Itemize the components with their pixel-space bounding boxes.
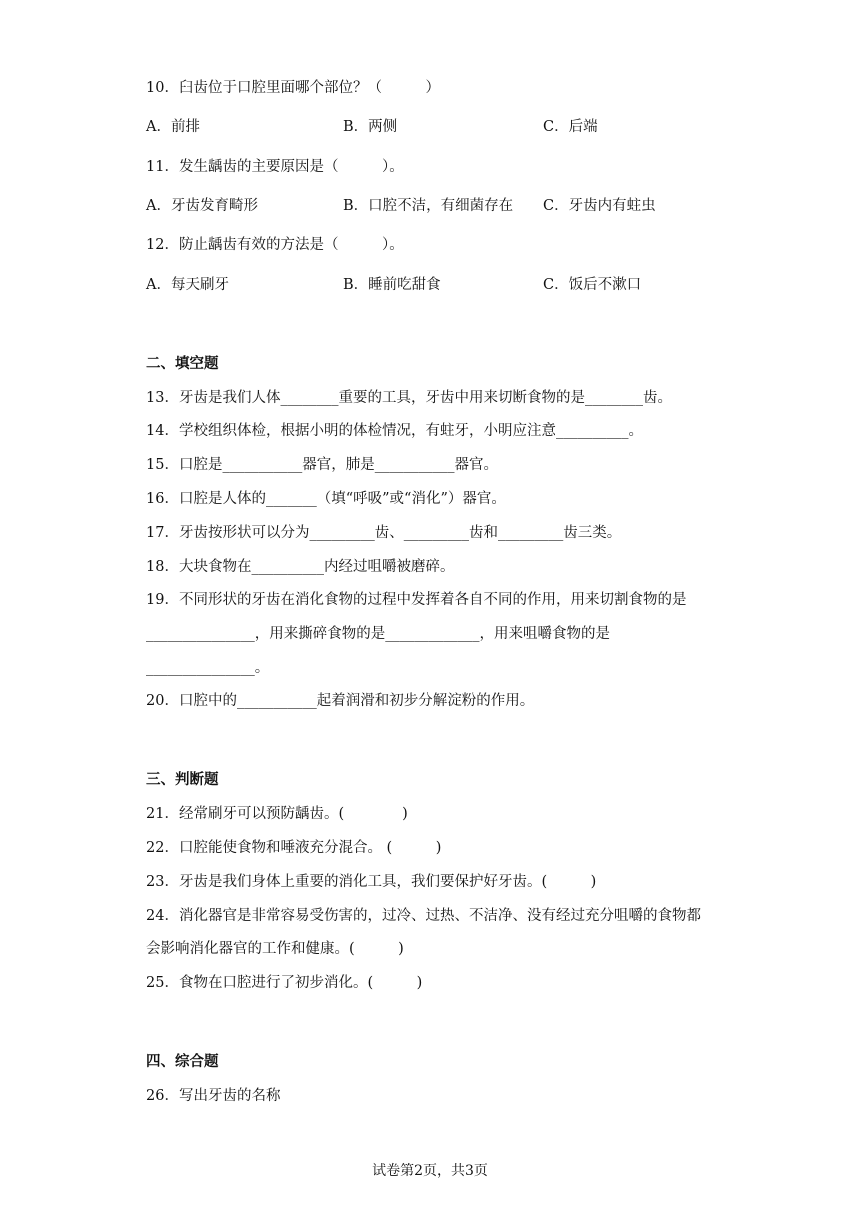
question-18: 18．大块食物在__________内经过咀嚼被磨碎。 [146,559,455,575]
question-22: 22．口腔能使食物和唾液充分混合。 ( ) [146,840,442,856]
question-17: 17．牙齿按形状可以分为_________齿、_________齿和_________齿三类。 [146,525,622,541]
question-26: 26．写出牙齿的名称 [146,1088,281,1104]
section-2-title: 二、填空题 [146,355,219,372]
q10-option-b: B．两侧 [343,119,398,135]
question-23: 23．牙齿是我们身体上重要的消化工具，我们要保护好牙齿。( ) [146,874,597,890]
question-24-line-2: 会影响消化器官的工作和健康。( ) [146,941,404,957]
question-20: 20．口腔中的___________起着润滑和初步分解淀粉的作用。 [146,693,535,709]
q10-option-a: A．前排 [146,119,200,135]
question-19-line-2: _______________，用来撕碎食物的是_____________，用来咀嚼食物的是 [146,626,610,642]
question-14: 14．学校组织体检，根据小明的体检情况，有蛀牙，小明应注意__________。 [146,423,643,439]
question-12: 12．防止龋齿有效的方法是（ ）。 [146,237,404,253]
question-13: 13．牙齿是我们人体________重要的工具，牙齿中用来切断食物的是________齿。 [146,390,672,406]
question-24-line-1: 24．消化器官是非常容易受伤害的，过冷、过热、不洁净、没有经过充分咀嚼的食物都 [146,908,701,924]
question-21: 21．经常刷牙可以预防龋齿。( ) [146,806,408,822]
question-11: 11．发生龋齿的主要原因是（ ）。 [146,159,404,175]
question-19-line-3: _______________。 [146,660,270,676]
question-19-line-1: 19．不同形状的牙齿在消化食物的过程中发挥着各自不同的作用，用来切割食物的是 [146,592,687,608]
question-25: 25．食物在口腔进行了初步消化。( ) [146,975,423,991]
section-3-title: 三、判断题 [146,771,219,788]
question-16: 16．口腔是人体的_______（填“呼吸”或“消化”）器官。 [146,491,506,507]
q12-option-b: B．睡前吃甜食 [343,277,441,293]
q12-option-c: C．饭后不漱口 [543,277,642,293]
q11-option-b: B．口腔不洁，有细菌存在 [343,198,514,214]
question-15: 15．口腔是___________器官，肺是___________器官。 [146,457,498,473]
q11-option-c: C．牙齿内有蛀虫 [543,198,656,214]
q10-option-c: C．后端 [543,119,598,135]
section-4-title: 四、综合题 [146,1053,219,1070]
page-footer: 试卷第2页，共3页 [372,1163,488,1179]
q12-option-a: A．每天刷牙 [146,277,229,293]
q11-option-a: A．牙齿发育畸形 [146,198,258,214]
question-10: 10．臼齿位于口腔里面哪个部位？（ ） [146,80,440,96]
